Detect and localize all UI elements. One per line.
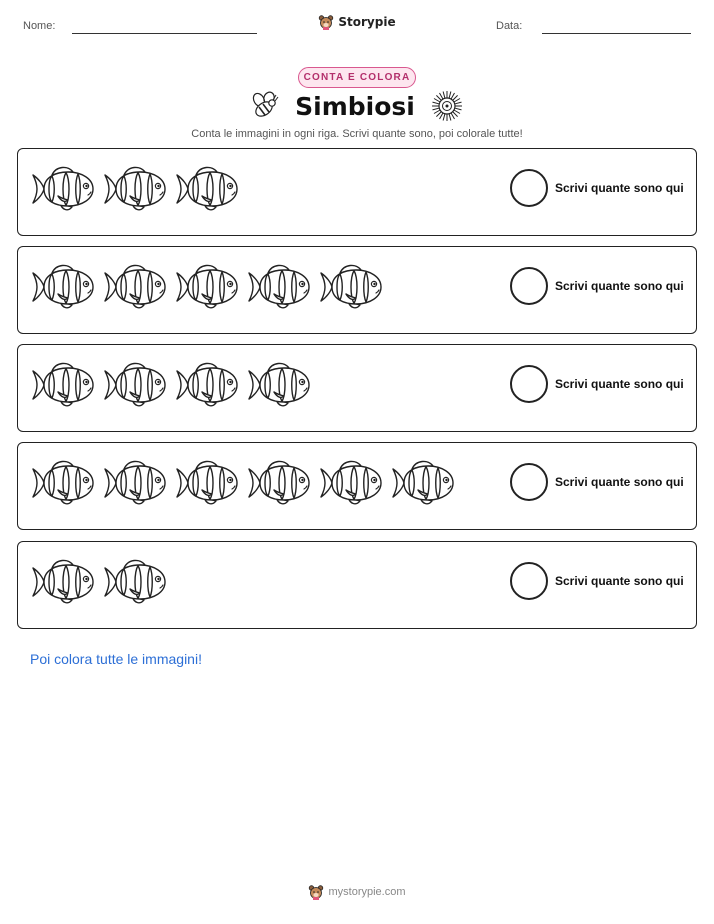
clownfish-icon <box>102 359 168 411</box>
clownfish-icon <box>102 261 168 313</box>
instructions: Conta le immagini in ogni riga. Scrivi quante sono, poi colorale tutte! <box>191 128 523 140</box>
footer-note: Poi colora tutte le immagini! <box>30 651 202 667</box>
fish-group <box>30 359 312 411</box>
clownfish-icon <box>246 457 312 509</box>
answer-circle[interactable] <box>510 267 548 305</box>
answer-circle[interactable] <box>510 463 548 501</box>
count-row <box>17 442 697 530</box>
clownfish-icon <box>102 163 168 215</box>
date-label: Data: <box>496 20 523 32</box>
count-row <box>17 541 697 629</box>
clownfish-icon <box>30 163 96 215</box>
count-row <box>17 148 697 236</box>
clownfish-icon <box>30 556 96 608</box>
date-line[interactable] <box>542 33 691 34</box>
answer-circle[interactable] <box>510 169 548 207</box>
count-row <box>17 246 697 334</box>
clownfish-icon <box>246 359 312 411</box>
fish-group <box>30 163 240 215</box>
clownfish-icon <box>390 457 456 509</box>
bear-logo-icon <box>318 14 334 30</box>
clownfish-icon <box>318 261 384 313</box>
clownfish-icon <box>102 457 168 509</box>
fish-group <box>30 261 384 313</box>
clownfish-icon <box>30 359 96 411</box>
clownfish-icon <box>174 261 240 313</box>
answer-circle[interactable] <box>510 365 548 403</box>
brand <box>0 14 714 30</box>
name-label: Nome: <box>23 20 56 32</box>
page-title: Simbiosi <box>295 91 415 121</box>
answer-label: Scrivi quante sono qui <box>555 574 684 588</box>
clownfish-icon <box>174 457 240 509</box>
footer-site: mystorypie.com <box>328 886 406 898</box>
answer-label: Scrivi quante sono qui <box>555 475 684 489</box>
clownfish-icon <box>30 457 96 509</box>
fish-group <box>30 556 168 608</box>
clownfish-icon <box>174 359 240 411</box>
clownfish-icon <box>102 556 168 608</box>
answer-label: Scrivi quante sono qui <box>555 181 684 195</box>
bee-icon <box>251 91 279 121</box>
clownfish-icon <box>30 261 96 313</box>
title-row <box>0 90 714 122</box>
answer-label: Scrivi quante sono qui <box>555 279 684 293</box>
clownfish-icon <box>318 457 384 509</box>
fish-group <box>30 457 456 509</box>
footer <box>0 884 714 900</box>
answer-label: Scrivi quante sono qui <box>555 377 684 391</box>
bear-logo-icon <box>308 884 324 900</box>
clownfish-icon <box>174 163 240 215</box>
sea-anemone-icon <box>431 90 463 122</box>
category-tag: CONTA E COLORA <box>298 67 416 88</box>
clownfish-icon <box>246 261 312 313</box>
brand-name: Storypie <box>338 15 396 29</box>
count-row <box>17 344 697 432</box>
answer-circle[interactable] <box>510 562 548 600</box>
name-line[interactable] <box>72 33 257 34</box>
